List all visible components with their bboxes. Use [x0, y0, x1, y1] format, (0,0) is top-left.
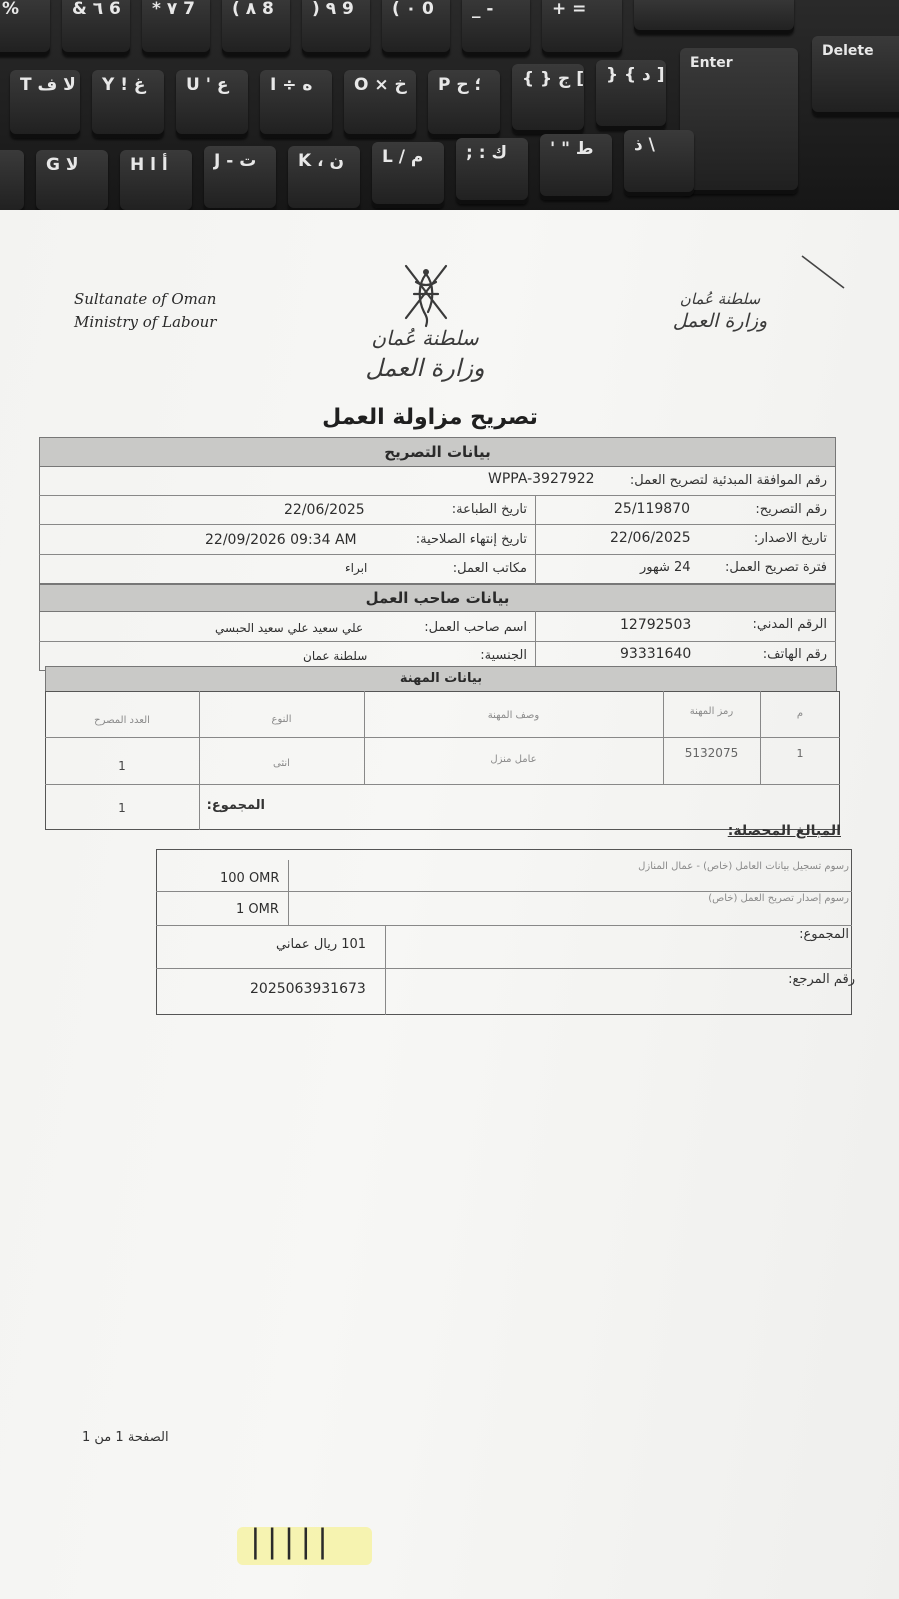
key-0: ( ٠ 0 [382, 0, 450, 56]
key-minus: _ - [462, 0, 530, 56]
fees-total-value: 101 ريال عماني [276, 937, 367, 952]
key-equals: + = [542, 0, 622, 56]
row-profession-desc: عامل منزل [490, 754, 537, 765]
permit-section-title: بيانات التصريح [384, 443, 491, 461]
reference-number-value: 2025063931673 [250, 981, 366, 997]
key-6: & ٦ 6 [62, 0, 130, 56]
approval-number-value: WPPA-3927922 [488, 471, 595, 487]
header-ar-center-line2: وزارة العمل [365, 354, 485, 382]
key-h: H أ ا [120, 150, 192, 214]
key-i: I ÷ ه [260, 70, 332, 138]
pen-stroke-mark [800, 252, 850, 292]
permit-number-value: 25/119870 [614, 501, 690, 517]
col-divider [364, 691, 365, 784]
header-ar-right-line1: سلطنة عُمان [679, 290, 761, 308]
col-divider [663, 691, 664, 784]
col-divider [535, 495, 536, 584]
civil-number-label: الرقم المدني: [752, 617, 827, 632]
header-profession-desc: وصف المهنة [487, 710, 540, 721]
key-p: P ؛ ح [428, 70, 500, 138]
permit-number-label: رقم التصريح: [755, 502, 827, 517]
keyboard-photo [0, 0, 899, 215]
labour-offices-value: ابراء [345, 561, 368, 575]
profession-total-label: المجموع: [206, 798, 265, 813]
key-percent: % [0, 0, 50, 56]
profession-total-value: 1 [118, 801, 126, 815]
oman-emblem-icon [396, 260, 456, 332]
print-date-label: تاريخ الطباعة: [451, 502, 527, 517]
key-9: ) ٩ 9 [302, 0, 370, 56]
issue-date-label: تاريخ الاصدار: [753, 531, 827, 546]
row-divider [156, 968, 852, 969]
key-o: O × خ [344, 70, 416, 138]
profession-section-header [45, 666, 837, 692]
document-title: تصريح مزاولة العمل [322, 405, 538, 430]
row-serial: 1 [796, 747, 804, 760]
row-gender: انثى [273, 758, 290, 769]
key-backspace [634, 0, 794, 34]
labour-offices-label: مكاتب العمل: [452, 561, 527, 576]
phone-label: رقم الهاتف: [762, 647, 827, 662]
nationality-label: الجنسية: [480, 648, 527, 663]
fee-item-2-amount: 1 OMR [236, 902, 279, 917]
key-j: J - ت [204, 146, 276, 212]
permit-period-label: فترة تصريح العمل: [724, 560, 827, 575]
row-divider [39, 554, 836, 555]
employer-name-label: اسم صاحب العمل: [424, 620, 527, 635]
key-y: Y ! غ [92, 70, 164, 138]
col-divider [385, 925, 386, 1015]
key-delete: Delete [812, 36, 899, 116]
reference-number-label: رقم المرجع: [788, 972, 855, 987]
key-t: T لا ف [10, 70, 80, 138]
row-divider [45, 784, 840, 785]
fee-item-1-amount: 100 OMR [220, 871, 280, 886]
key-enter: Enter [680, 48, 798, 194]
employer-section-header [39, 584, 836, 612]
fees-total-label: المجموع: [799, 927, 849, 942]
key-7: * ٧ 7 [142, 0, 210, 56]
approval-number-label: رقم الموافقة المبدئية لتصريح العمل: [629, 473, 827, 488]
permit-section-header [39, 437, 836, 467]
page-number: الصفحة 1 من 1 [82, 1430, 169, 1445]
header-en-line1: Sultanate of Oman [74, 290, 217, 308]
header-ar-right-line2: وزارة العمل [672, 310, 768, 332]
key-u: U ' ع [176, 70, 248, 138]
row-divider [45, 737, 840, 738]
expiry-date-value: 22/09/2026 09:34 AM [205, 532, 357, 548]
phone-value: 93331640 [620, 646, 692, 662]
key-caps-edge [0, 150, 24, 214]
row-authorized-count: 1 [118, 759, 126, 773]
header-profession-code: رمز المهنة [689, 706, 734, 717]
header-authorized-count: العدد المصرح [94, 715, 150, 726]
col-divider [760, 691, 761, 784]
row-divider [39, 641, 836, 642]
col-divider [288, 860, 289, 925]
civil-number-value: 12792503 [620, 617, 692, 633]
fees-section-title: المبالغ المحصلة: [727, 823, 841, 839]
col-divider [535, 611, 536, 671]
key-k: K ، ن [288, 146, 360, 212]
row-divider [39, 524, 836, 525]
employer-section-title: بيانات صاحب العمل [365, 589, 510, 607]
row-divider [39, 495, 836, 496]
nationality-value: سلطنة عمان [303, 649, 368, 663]
key-semicolon: ; : ك [456, 138, 528, 204]
header-en-line2: Ministry of Labour [74, 313, 217, 331]
key-backslash: ذ \ [624, 130, 694, 196]
row-divider [156, 891, 852, 892]
key-bracket-right: } { د ] [596, 60, 666, 130]
expiry-date-label: تاريخ إنتهاء الصلاحية: [415, 532, 527, 547]
key-quote: ' " ط [540, 134, 612, 200]
fee-item-1-desc: رسوم تسجيل بيانات العامل (خاص) - عمال المنازل [638, 861, 849, 872]
row-divider [156, 925, 852, 926]
permit-period-value: 24 شهور [640, 560, 691, 575]
key-g: G لا [36, 150, 108, 214]
key-bracket-left: { } ج [ [512, 64, 584, 134]
key-l: L / م [372, 142, 444, 208]
employer-name-value: علي سعيد علي سعيد الحبسي [215, 621, 364, 635]
row-profession-code: 5132075 [684, 746, 739, 760]
header-gender: النوع [271, 714, 292, 725]
header-ar-center-line1: سلطنة عُمان [371, 326, 479, 350]
profession-section-title: بيانات المهنة [399, 671, 483, 686]
print-date-value: 22/06/2025 [284, 502, 365, 518]
header-serial: م [796, 708, 804, 719]
handwritten-tally-marks: ||||| [250, 1522, 334, 1560]
issue-date-value: 22/06/2025 [610, 530, 691, 546]
key-8: ( ٨ 8 [222, 0, 290, 56]
fee-item-2-desc: رسوم إصدار تصريح العمل (خاص) [708, 893, 849, 904]
